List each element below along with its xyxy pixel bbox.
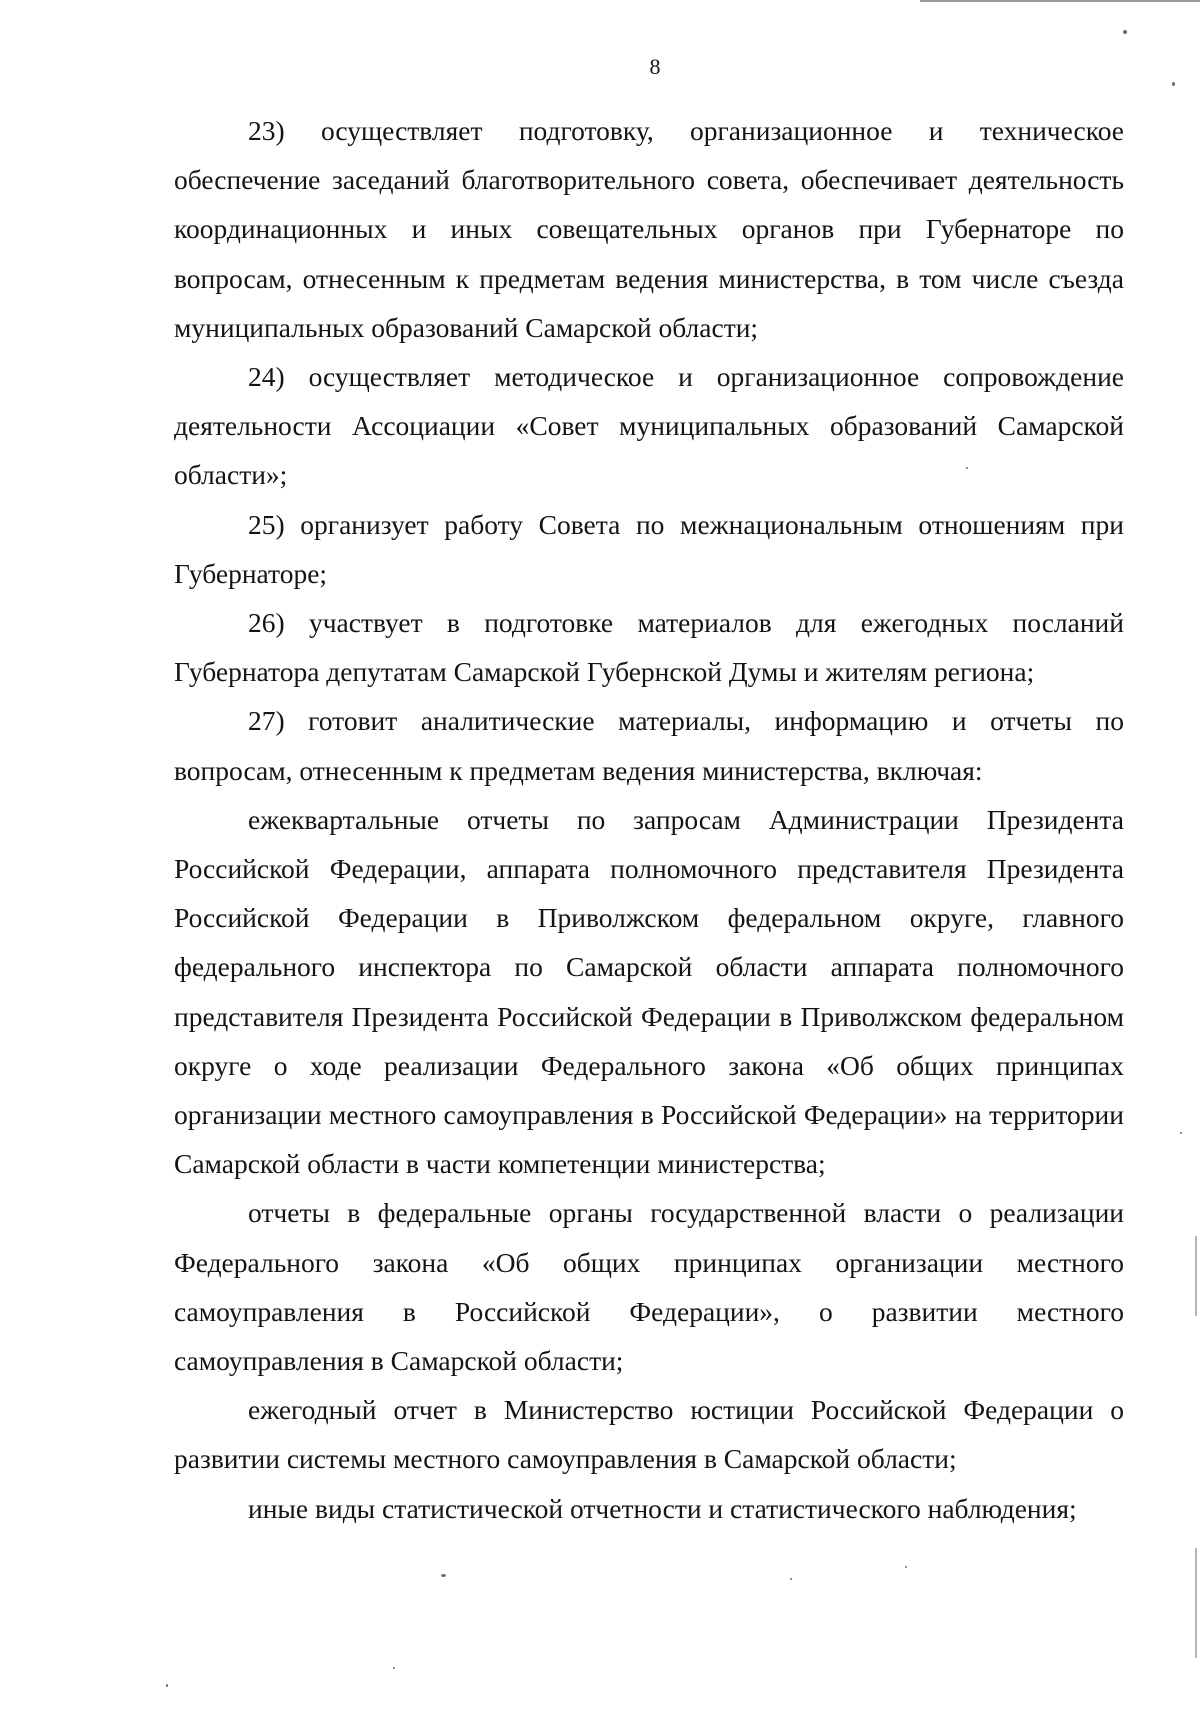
- paragraph-item-23: 23) осуществляет подготовку, организационное и техническое обеспечение заседаний благотворительного совета, обеспечивает деятельность координационных и иных совещательных органов при Губернаторе по вопросам, отнесенным к предметам ведения министерства, в том числе съезда муниципальных образований Самарской области;: [174, 115, 1124, 343]
- scan-speck: [1123, 30, 1127, 34]
- scan-speck: [166, 1684, 168, 1687]
- scan-edge-mark: [1195, 1236, 1197, 1316]
- paragraph-federal-reports: отчеты в федеральные органы государственной власти о реализации Федерального закона «Об общих принципах организации местного самоуправления в Российской Федерации», о развитии местного самоуправления в Самарской области;: [174, 1197, 1124, 1377]
- paragraph-quarterly-reports: ежеквартальные отчеты по запросам Администрации Президента Российской Федерации, аппарата полномочного представителя Президента Российской Федерации в Приволжском федеральном округе, главного федерального инспектора по Самарской области аппарата полномочного представителя Президента Российской Федерации в Приволжском федеральном округе о ходе реализации Федерального закона «Об общих принципах организации местного самоуправления в Российской Федерации» на территории Самарской области в части компетенции министерства;: [174, 803, 1124, 1180]
- paragraph-item-26: 26) участвует в подготовке материалов для ежегодных посланий Губернатора депутатам Самарской Губернской Думы и жителям региона;: [174, 607, 1124, 688]
- paragraph-item-27: 27) готовит аналитические материалы, информацию и отчеты по вопросам, отнесенным к предметам ведения министерства, включая:: [174, 705, 1124, 786]
- scan-speck: [966, 467, 968, 469]
- page-number: 8: [649, 54, 661, 79]
- paragraph-item-24: 24) осуществляет методическое и организационное сопровождение деятельности Ассоциации «Совет муниципальных образований Самарской области»;: [174, 361, 1124, 491]
- scan-speck: [393, 1667, 395, 1669]
- paragraph-annual-report: ежегодный отчет в Министерство юстиции Российской Федерации о развитии системы местного самоуправления в Самарской области;: [174, 1394, 1124, 1475]
- paragraph-other-statistics: иные виды статистической отчетности и статистического наблюдения;: [248, 1492, 1077, 1524]
- paragraph-item-25: 25) организует работу Совета по межнациональным отношениям при Губернаторе;: [174, 508, 1124, 589]
- scan-speck: [441, 1574, 446, 1577]
- scan-speck: [1172, 82, 1175, 86]
- scan-speck: [905, 1566, 907, 1568]
- scan-top-rule: [920, 0, 1200, 2]
- scan-speck: [1180, 1132, 1182, 1134]
- scan-edge-mark: [1195, 1548, 1197, 1658]
- scan-speck: [790, 1578, 792, 1580]
- document-body: [174, 106, 1124, 1533]
